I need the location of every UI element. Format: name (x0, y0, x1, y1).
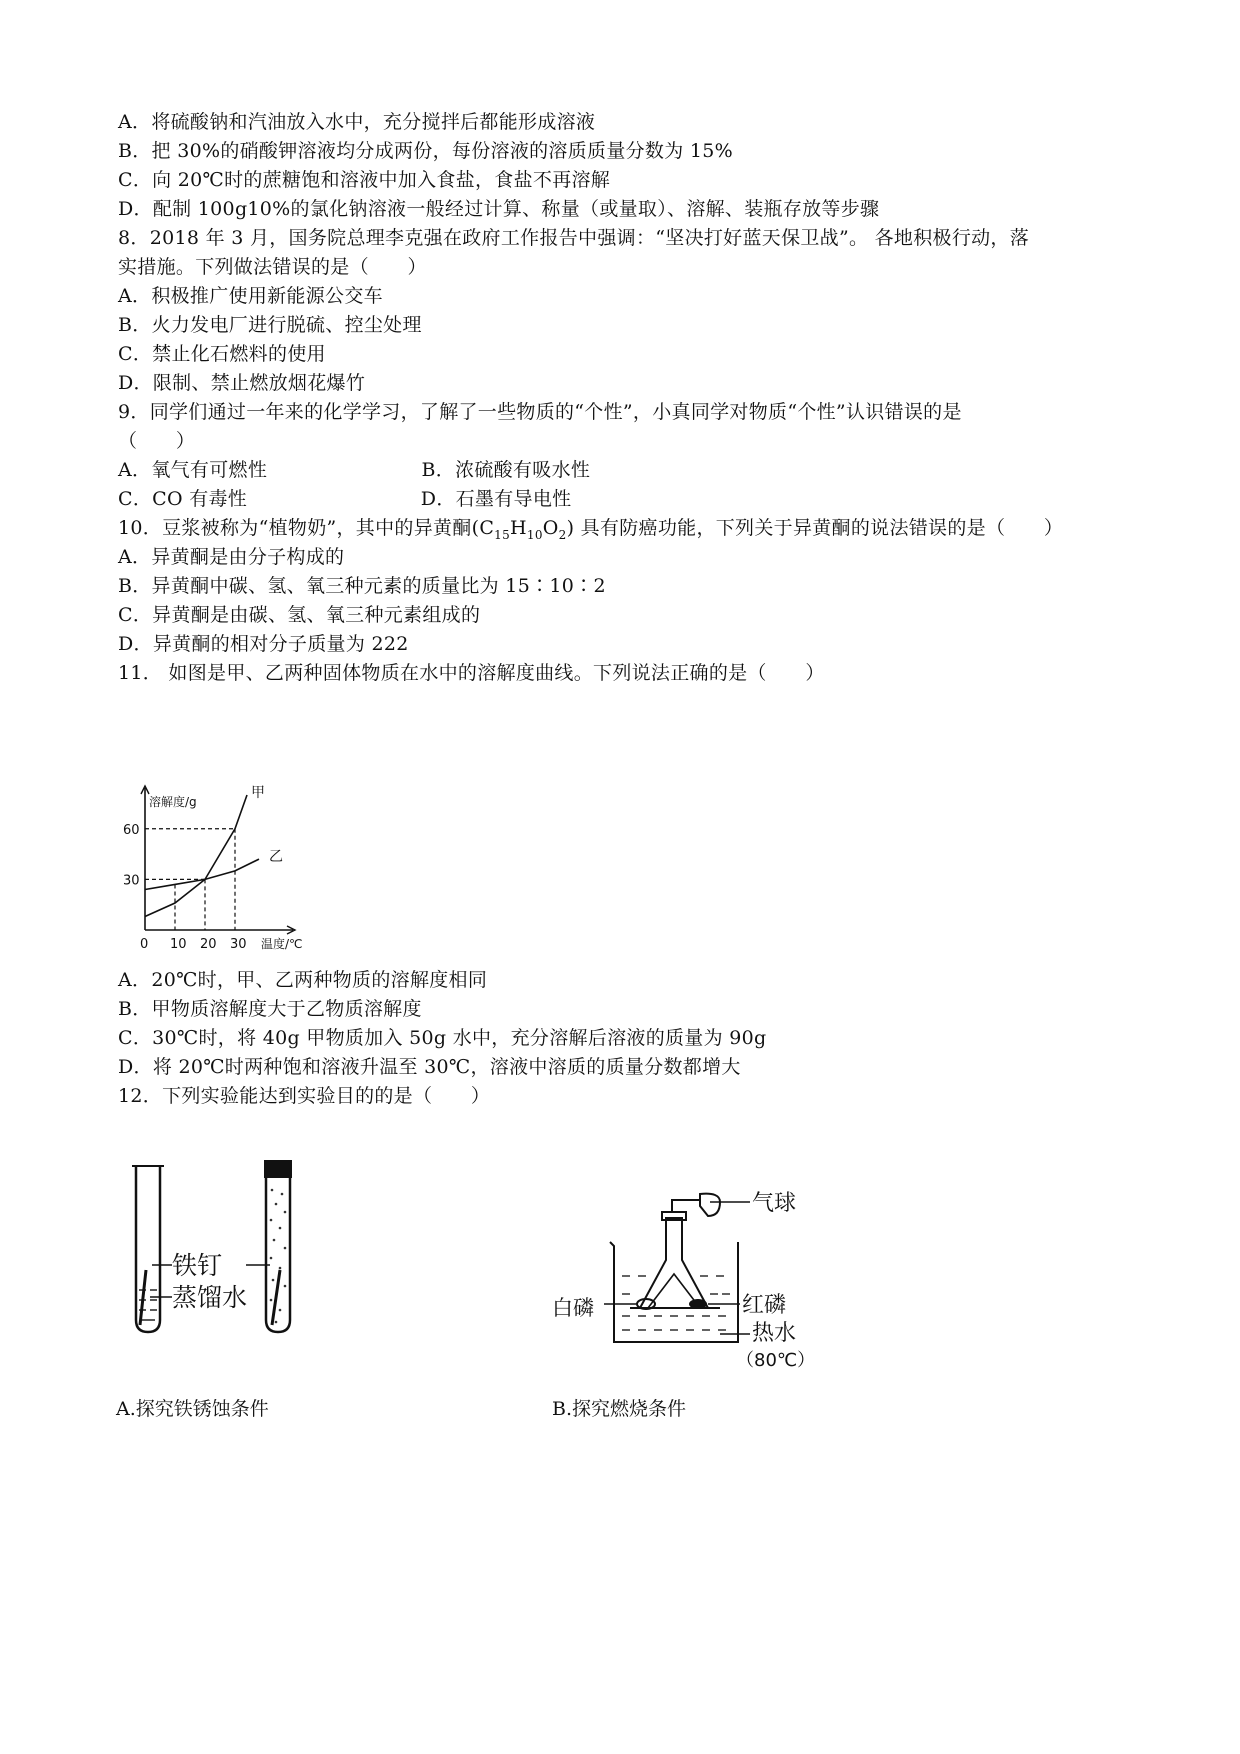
red-phosphorus (689, 1299, 707, 1309)
q9-options-cd: C．CO 有毒性 D．石墨有导电性 (118, 488, 572, 510)
q7-option-a: A．将硫酸钠和汽油放入水中，充分搅拌后都能形成溶液 (118, 111, 596, 133)
stopper-right (264, 1160, 292, 1178)
q9-stem-line2: （ ） (118, 430, 196, 452)
q11-option-d: D．将 20℃时两种饱和溶液升温至 30℃，溶液中溶质的质量分数都增大 (118, 1056, 741, 1078)
q9-options-ab: A．氧气有可燃性 B．浓硫酸有吸水性 (118, 459, 591, 481)
label-red-phosphorus: 红磷 (742, 1293, 787, 1318)
x-tick-label-0: 0 (140, 937, 149, 952)
test-tube-right (266, 1166, 290, 1332)
label-white-phosphorus: 白磷 (552, 1296, 594, 1320)
q8-option-b: B．火力发电厂进行脱硫、控尘处理 (118, 314, 422, 336)
beaker (610, 1242, 738, 1342)
series-label-0: 甲 (251, 785, 265, 801)
combustion-experiment-figure (600, 1190, 840, 1380)
q8-option-c: C．禁止化石燃料的使用 (118, 343, 326, 365)
label-temperature: （80℃） (736, 1350, 816, 1371)
flask (640, 1218, 708, 1308)
q10-option-c: C．异黄酮是由碳、氢、氧三种元素组成的 (118, 604, 481, 626)
x-axis-label: 温度/℃ (261, 937, 303, 951)
nail-right (272, 1270, 280, 1325)
q10-option-d: D．异黄酮的相对分子质量为 222 (118, 633, 409, 655)
q8-option-a: A．积极推广使用新能源公交车 (118, 285, 383, 307)
q11-option-b: B．甲物质溶解度大于乙物质溶解度 (118, 998, 422, 1020)
q7-option-d: D．配制 100g10%的氯化钠溶液一般经过计算、称量（或量取）、溶解、装瓶存放等步骤 (118, 198, 880, 220)
q8-stem-line1: 8．2018 年 3 月，国务院总理李克强在政府工作报告中强调：“坚决打好蓝天保卫战”。 各地积极行动，落 (118, 227, 1030, 249)
q9-stem-line1: 9．同学们通过一年来的化学学习，了解了一些物质的“个性”，小真同学对物质“个性”认识错误的是 (118, 401, 962, 423)
label-balloon: 气球 (752, 1191, 797, 1216)
nail-left (140, 1270, 146, 1325)
water-right (270, 1189, 287, 1324)
tube (672, 1200, 700, 1212)
fig-b-caption: B.探究燃烧条件 (552, 1398, 687, 1420)
series-label-1: 乙 (269, 849, 283, 866)
y-tick-label-0: 30 (123, 873, 140, 889)
x-tick-label-2: 20 (200, 937, 217, 952)
series-line-1 (145, 859, 259, 889)
q11-option-c: C．30℃时，将 40g 甲物质加入 50g 水中，充分溶解后溶液的质量为 90g (118, 1027, 767, 1049)
rust-experiment-figure (120, 1160, 320, 1340)
label-distilled-water: 蒸馏水 (172, 1283, 248, 1312)
q10-option-b: B．异黄酮中碳、氢、氧三种元素的质量比为 15∶10∶2 (118, 575, 606, 597)
fig-a-caption: A.探究铁锈蚀条件 (116, 1398, 269, 1420)
x-tick-label-1: 10 (170, 937, 187, 952)
q12-stem: 12．下列实验能达到实验目的的是（ ） (118, 1085, 491, 1107)
balloon (700, 1194, 720, 1216)
q8-stem-line2: 实措施。下列做法错误的是（ ） (118, 256, 427, 278)
test-tube-left (136, 1166, 160, 1332)
y-axis-label: 溶解度/g (149, 795, 197, 809)
q7-option-b: B．把 30%的硝酸钾溶液均分成两份，每份溶液的溶质质量分数为 15% (118, 140, 734, 162)
label-hot-water: 热水 (752, 1321, 797, 1346)
solubility-chart (115, 780, 315, 960)
x-tick-label-3: 30 (230, 937, 247, 952)
y-tick-label-1: 60 (123, 822, 140, 838)
q11-option-a: A．20℃时，甲、乙两种物质的溶解度相同 (118, 969, 488, 991)
q10-option-a: A．异黄酮是由分子构成的 (118, 546, 345, 568)
q10-stem: 10．豆浆被称为“植物奶”，其中的异黄酮$(C_{15}H_{10}O_2)$ 具有防癌功能，下列关于异黄酮的说法错误的是（ ） (118, 517, 1064, 542)
q11-stem: 11． 如图是甲、乙两种固体物质在水中的溶解度曲线。下列说法正确的是（ ） (118, 662, 825, 684)
q7-option-c: C．向 20℃时的蔗糖饱和溶液中加入食盐，食盐不再溶解 (118, 169, 611, 191)
label-nail: 铁钉 (172, 1251, 223, 1280)
series-line-0 (145, 795, 247, 917)
q8-option-d: D．限制、禁止燃放烟花爆竹 (118, 372, 366, 394)
